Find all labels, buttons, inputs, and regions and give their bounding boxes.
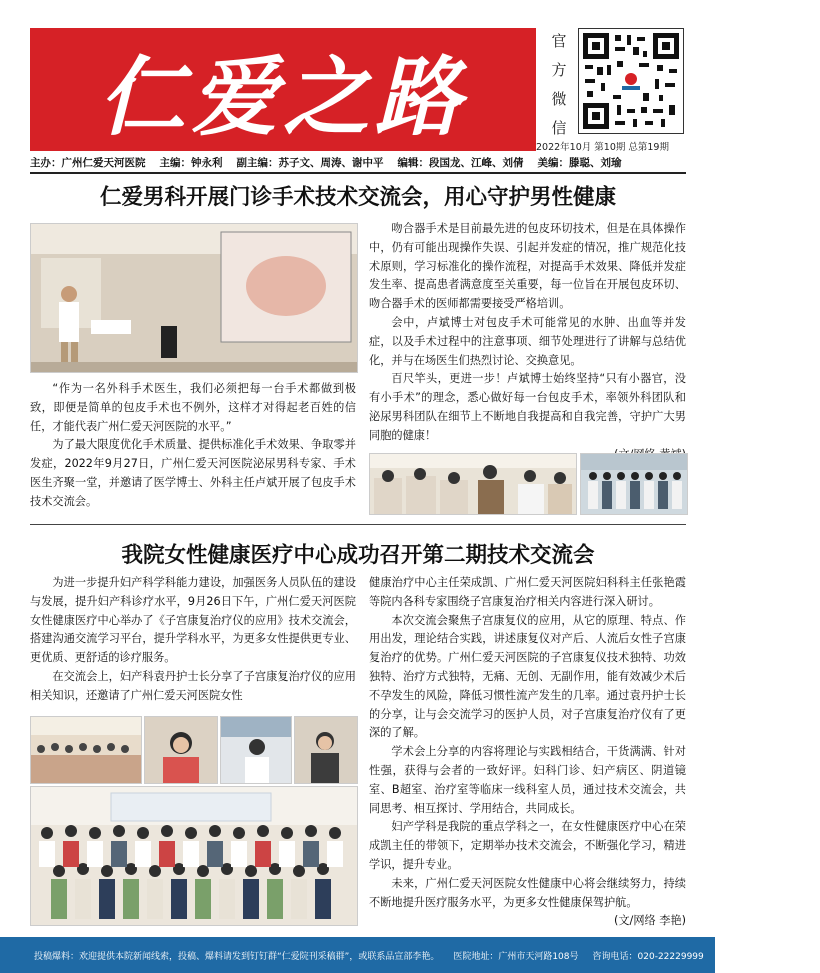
article2-left-text — [30, 574, 356, 706]
divider — [30, 172, 686, 174]
footer-website-link[interactable]: 官方网站：www.gzra.cn — [717, 951, 820, 962]
paragraph: “作为一名外科手术医生，我们必须把每一台手术都做到极致，即便是简单的包皮手术也不例外，这样才对得起老百姓的信任，才能代表广州仁爱天河医院的水平。” — [30, 382, 356, 433]
article2-right-text — [369, 574, 686, 931]
wechat-char: 官 — [551, 32, 567, 50]
masthead-title: 仁爱之路 — [99, 46, 467, 148]
editor-chief: 主编：钟永利 — [159, 157, 223, 169]
section-divider — [30, 524, 686, 525]
issue-info: 2022年10月 第10期 总第19期 — [536, 142, 669, 153]
wechat-char: 微 — [551, 90, 567, 108]
conference-photo-2 — [144, 716, 218, 784]
footer-address: 医院地址：广州市天河路108号 — [453, 951, 579, 962]
paragraph: 为进一步提升妇产科学科能力建设，加强医务人员队伍的建设与发展，提升妇产科诊疗水平，9月26日下午，广州仁爱天河医院女性健康医疗中心举办了《子宫康复治疗仪的应用》技术交流会，搭建沟通交流学习平台，提升学科水平，为更多女性提供更专业、更优质、更舒适的诊疗服务。 — [30, 576, 356, 665]
wechat-char: 方 — [551, 61, 567, 79]
paragraph: 本次交流会聚焦子宫康复仪的应用，从它的原理、特点、作用出发，理论结合实践，讲述康复仪对产后、人流后女性子宫康复治疗的优势。广州仁爱天河医院的子宫康复仪技术独特、功效独特、治疗方式独特，无痛、无创、无副作用，能有效减少术后不孕发生的风险，降低习惯性流产发生的几率。通过袁丹护士长的分享，让与会交流学习的医护人员，对子宫康复治疗仪有了更深的了解。 — [369, 613, 686, 740]
paragraph: 百尺竿头，更进一步！卢斌博士始终坚持“只有小器官，没有小手术”的理念，悉心做好每一台包皮手术，率领外科团队和泌尿男科团队在细节上不断地自我提高和自我完善，守护广大男同胞的健康！ — [369, 372, 686, 442]
seminar-photo-3 — [580, 453, 688, 515]
wechat-char: 信 — [551, 119, 567, 137]
article2-headline: 我院女性健康医疗中心成功召开第二期技术交流会 — [121, 543, 595, 568]
editor-art: 美编：滕聪、刘瑜 — [537, 157, 622, 169]
paragraph: 在交流会上，妇产科袁丹护士长分享了子宫康复治疗仪的应用相关知识，还邀请了广州仁爱天河医院女性 — [30, 669, 356, 702]
paragraph-continued: 健康治疗中心主任荣成凯、广州仁爱天河医院妇科科主任张艳霞等院内各科专家围绕子宫康复治疗相关内容进行深入研讨。 — [369, 576, 686, 608]
conference-photo-4 — [294, 716, 358, 784]
editor-editors: 编辑：段国龙、江峰、刘倩 — [397, 157, 524, 169]
footer-phone: 咨询电话：020-22229999 — [592, 951, 704, 962]
footer-submit: 投稿爆料：欢迎提供本院新闻线索，投稿、爆料请发到钉钉群“仁爱院刊采稿群”，或联系品宣部李艳。 — [34, 951, 440, 962]
conference-photo-1 — [30, 716, 142, 784]
paragraph: 妇产学科是我院的重点学科之一，在女性健康医疗中心在荣成凯主任的带领下，定期举办技术交流会，不断强化学习，精进学识，提升专业。 — [369, 820, 686, 871]
seminar-photo-2 — [369, 453, 577, 515]
article1-right-text — [369, 220, 686, 464]
paragraph: 未来，广州仁爱天河医院女性健康中心将会继续努力，持续不断地提升医疗服务水平，为更多女性健康保驾护航。 — [369, 876, 686, 909]
wechat-label — [545, 30, 573, 138]
conference-photo-3 — [220, 716, 292, 784]
editors-line — [30, 155, 686, 170]
qr-code-icon[interactable] — [578, 28, 684, 134]
group-photo — [30, 786, 358, 926]
paragraph: 会中，卢斌博士对包皮手术可能常见的水肿、出血等并发症，以及手术过程中的注意事项、细节处理进行了讲解与总结优化，并与在场医生们热烈讨论、交换意见。 — [369, 315, 686, 367]
seminar-photo-1 — [30, 223, 358, 373]
footer-bar — [0, 937, 820, 973]
editor-deputy: 副主编：苏子文、周涛、谢中平 — [236, 157, 384, 169]
paragraph: 为了最大限度优化手术质量、提供标准化手术效果、争取零并发症，2022年9月27日，广州仁爱天河医院泌尿男科专家、手术医生齐聚一堂，并邀请了医学博士、外科主任卢斌开展了包皮手术技术交流会。 — [30, 438, 356, 508]
article1-headline: 仁爱男科开展门诊手术技术交流会，用心守护男性健康 — [99, 185, 616, 210]
paragraph: 吻合器手术是目前最先进的包皮环切技术，但是在具体操作中，仍有可能出现操作失误、引起并发症的情况，推广规范化技术原则，学习标准化的操作流程，对提高手术效果、降低并发症发生率、提高患者满意度至关重要，每一位旨在开展包皮环切、吻合器手术的医师都需要接受严格培训。 — [369, 222, 686, 311]
editor-host: 主办：广州仁爱天河医院 — [30, 157, 146, 169]
paragraph: 学术会上分享的内容将理论与实践相结合，干货满满、针对性强，获得与会者的一致好评。妇科门诊、妇产病区、阴道镜室、B超室、治疗室等临床一线科室人员，通过技术交流会，共同思考、相互探讨、学用结合，共同成长。 — [369, 745, 686, 815]
article1-left-text — [30, 380, 356, 512]
article2-signature: (文/网络 李艳) — [614, 914, 686, 928]
